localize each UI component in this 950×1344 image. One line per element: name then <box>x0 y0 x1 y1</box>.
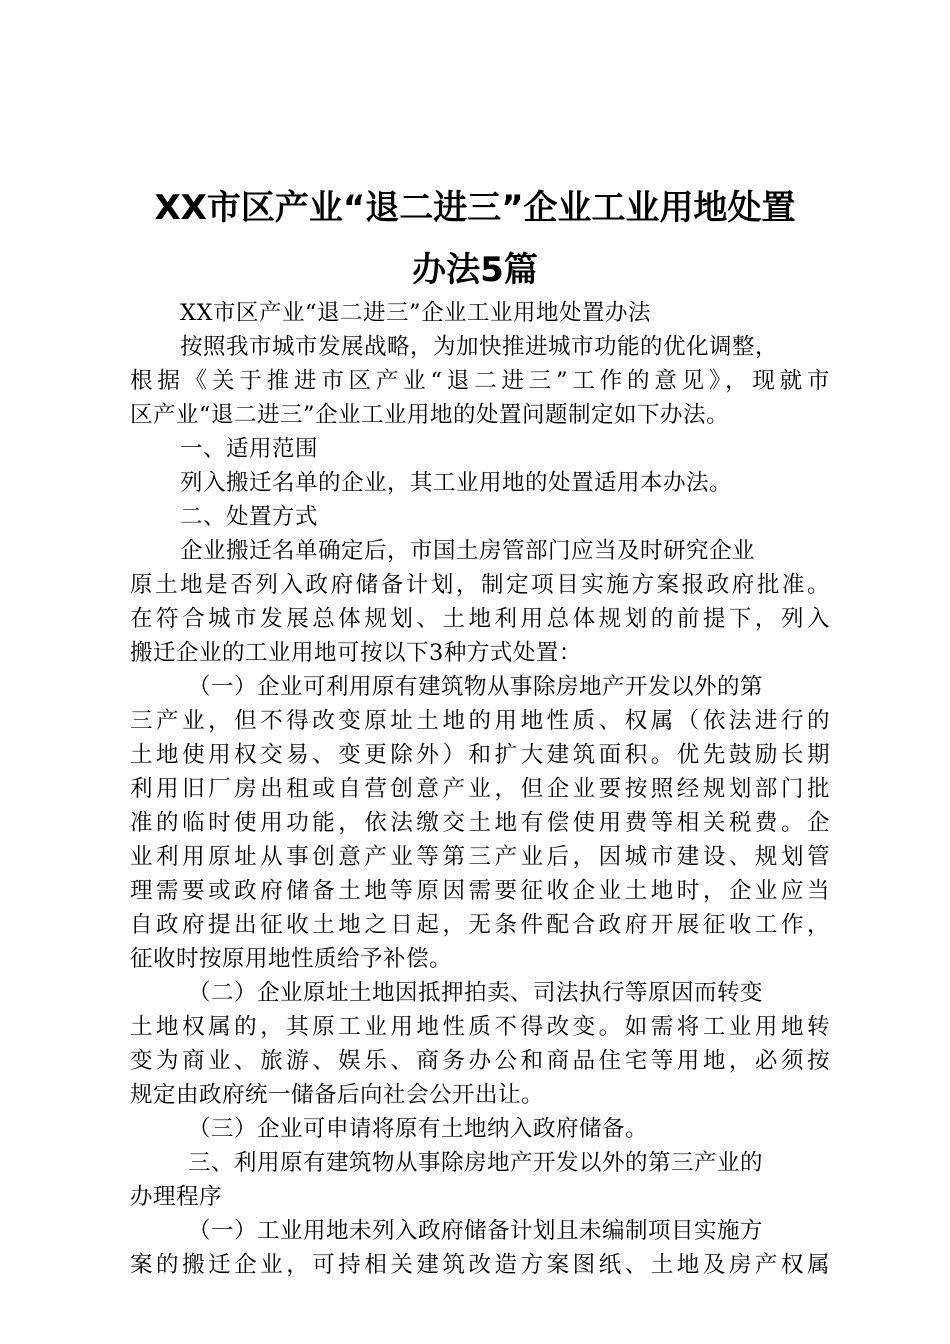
paragraph-line: 规定由政府统一储备后向社会公开出让。 <box>130 1082 545 1108</box>
section-heading: 三、利用原有建筑物从事除房地产开发以外的第三产业的 <box>188 1150 764 1176</box>
section-heading: 二、处置方式 <box>180 504 319 530</box>
paragraph-line: 变为商业、旅游、娱乐、商务办公和商品住宅等用地，必须按 <box>130 1048 830 1074</box>
section-heading: 一、适用范围 <box>180 436 319 462</box>
paragraph-line: 企业搬迁名单确定后，市国土房管部门应当及时研究企业 <box>180 538 756 564</box>
subtitle-line: XX市区产业“退二进三”企业工业用地处置办法 <box>180 300 652 326</box>
document-title-line-1: XX市区产业“退二进三”企业工业用地处置 <box>154 188 796 228</box>
paragraph-line: （一）企业可利用原有建筑物从事除房地产开发以外的第 <box>188 674 764 700</box>
paragraph-line: 业利用原址从事创意产业等第三产业后，因城市建设、规划管 <box>130 844 830 870</box>
paragraph-line: 自政府提出征收土地之日起，无条件配合政府开展征收工作， <box>130 912 830 938</box>
paragraph-line: （二）企业原址土地因抵押拍卖、司法执行等原因而转变 <box>188 980 764 1006</box>
paragraph-line: 按照我市城市发展战略，为加快推进城市功能的优化调整， <box>180 334 779 360</box>
document-title-line-2: 办法5篇 <box>412 250 538 290</box>
paragraph-line: （一）工业用地未列入政府储备计划且未编制项目实施方 <box>188 1218 764 1244</box>
paragraph-line: 在符合城市发展总体规划、土地利用总体规划的前提下，列入 <box>130 606 830 632</box>
paragraph-line: 土地权属的，其原工业用地性质不得改变。如需将工业用地转 <box>130 1014 830 1040</box>
paragraph-line: 准的临时使用功能，依法缴交土地有偿使用费等相关税费。企 <box>130 810 830 836</box>
paragraph-line: 搬迁企业的工业用地可按以下3种方式处置： <box>130 640 582 666</box>
paragraph-line: 三产业，但不得改变原址土地的用地性质、权属（依法进行的 <box>130 708 830 734</box>
paragraph-line: 区产业“退二进三”企业工业用地的处置问题制定如下办法。 <box>130 402 730 428</box>
paragraph-line: 原土地是否列入政府储备计划，制定项目实施方案报政府批准。 <box>130 572 830 598</box>
section-heading: 办理程序 <box>130 1184 223 1210</box>
paragraph-line: （三）企业可申请将原有土地纳入政府储备。 <box>188 1116 649 1142</box>
paragraph-line: 利用旧厂房出租或自营创意产业，但企业要按照经规划部门批 <box>130 776 830 802</box>
paragraph-line: 理需要或政府储备土地等原因需要征收企业土地时，企业应当 <box>130 878 830 904</box>
paragraph-line: 案的搬迁企业，可持相关建筑改造方案图纸、土地及房产权属 <box>130 1252 830 1278</box>
paragraph-line: 征收时按原用地性质给予补偿。 <box>130 946 453 972</box>
document-body <box>130 296 830 1282</box>
paragraph-line: 列入搬迁名单的企业，其工业用地的处置适用本办法。 <box>180 470 733 496</box>
paragraph-line: 根据《关于推进市区产业“退二进三”工作的意见》，现就市 <box>130 368 830 394</box>
paragraph-line: 土地使用权交易、变更除外）和扩大建筑面积。优先鼓励长期 <box>130 742 830 768</box>
